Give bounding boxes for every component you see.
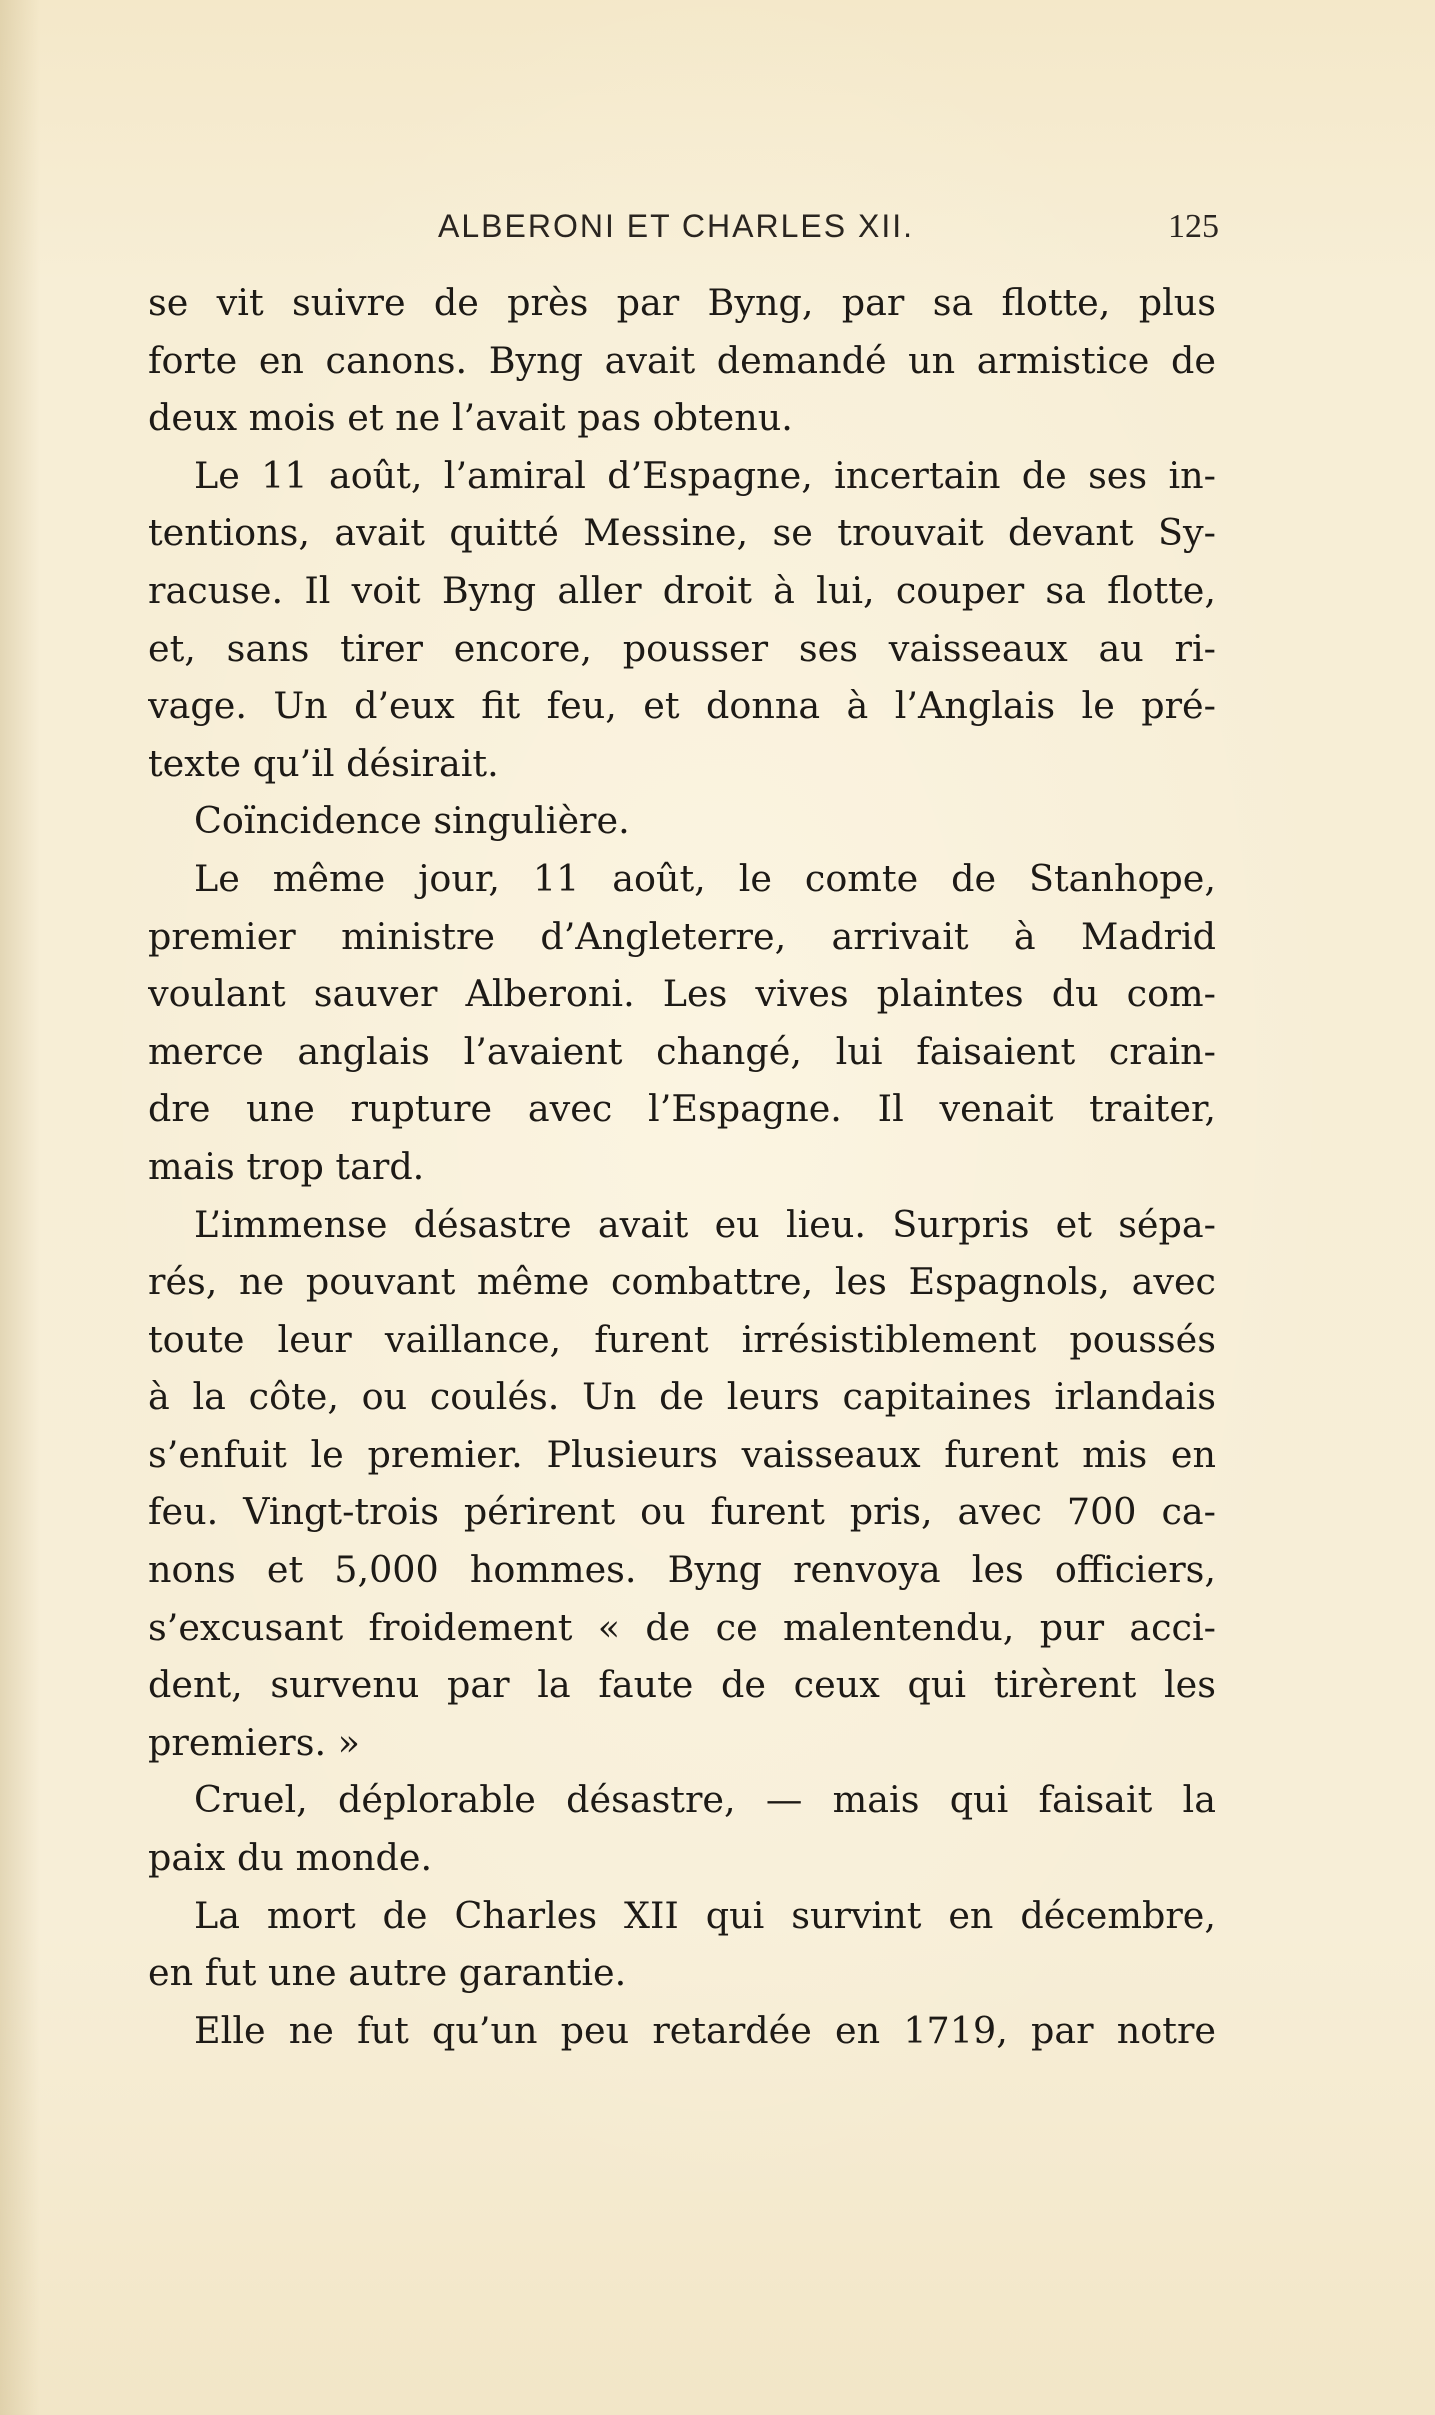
page-number: 125: [1168, 208, 1219, 245]
text-line: mais trop tard.: [148, 1144, 425, 1188]
text-line: se vit suivre de près par Byng, par sa flotte, plus: [148, 281, 1216, 324]
text-line: nons et 5,000 hommes. Byng renvoya les officiers,: [148, 1548, 1216, 1592]
text-line: premier ministre d’Angleterre, arrivait à Madrid: [148, 914, 1216, 958]
page-header: [438, 208, 1219, 258]
text-line: à la côte, ou coulés. Un de leurs capitaines irlandais: [148, 1375, 1216, 1419]
text-line: rés, ne pouvant même combattre, les Espagnols, avec: [148, 1260, 1216, 1304]
text-line: L’immense désastre avait eu lieu. Surpris et sépa-: [194, 1202, 1216, 1246]
text-line: premiers. »: [148, 1720, 361, 1764]
text-line: paix du monde.: [148, 1836, 433, 1880]
text-line: s’excusant froidement « de ce malentendu, pur acci-: [148, 1605, 1216, 1649]
text-line: racuse. Il voit Byng aller droit à lui, couper sa flotte,: [148, 568, 1216, 612]
text-line: Le 11 août, l’amiral d’Espagne, incertain de ses in-: [194, 453, 1216, 497]
body-text: [148, 274, 1216, 2059]
text-line: texte qu’il désirait.: [148, 741, 499, 785]
text-line: s’enfuit le premier. Plusieurs vaisseaux furent mis en: [148, 1432, 1216, 1476]
text-line: vage. Un d’eux fit feu, et donna à l’Anglais le pré-: [148, 684, 1216, 728]
text-line: La mort de Charles XII qui survint en décembre,: [194, 1893, 1216, 1937]
text-line: et, sans tirer encore, pousser ses vaisseaux au ri-: [148, 626, 1216, 670]
text-line: Cruel, déplorable désastre, — mais qui faisait la: [194, 1778, 1216, 1822]
text-line: Coïncidence singulière.: [194, 799, 630, 843]
text-line: en fut une autre garantie.: [148, 1951, 627, 1995]
text-line: voulant sauver Alberoni. Les vives plaintes du com-: [148, 972, 1216, 1016]
text-line: dent, survenu par la faute de ceux qui tirèrent les: [148, 1663, 1216, 1707]
running-title: ALBERONI ET CHARLES XII.: [438, 208, 914, 244]
text-line: merce anglais l’avaient changé, lui faisaient crain-: [148, 1029, 1216, 1073]
text-line: Elle ne fut qu’un peu retardée en 1719, par notre: [194, 2008, 1216, 2052]
text-line: Le même jour, 11 août, le comte de Stanhope,: [194, 856, 1216, 900]
text-line: feu. Vingt-trois périrent ou furent pris, avec 700 ca-: [148, 1490, 1216, 1534]
text-line: tentions, avait quitté Messine, se trouvait devant Sy-: [148, 511, 1216, 555]
text-line: forte en canons. Byng avait demandé un armistice de: [148, 338, 1216, 382]
text-line: toute leur vaillance, furent irrésistiblement poussés: [148, 1317, 1216, 1361]
text-line: deux mois et ne l’avait pas obtenu.: [148, 396, 793, 440]
text-line: dre une rupture avec l’Espagne. Il venait traiter,: [148, 1087, 1216, 1131]
